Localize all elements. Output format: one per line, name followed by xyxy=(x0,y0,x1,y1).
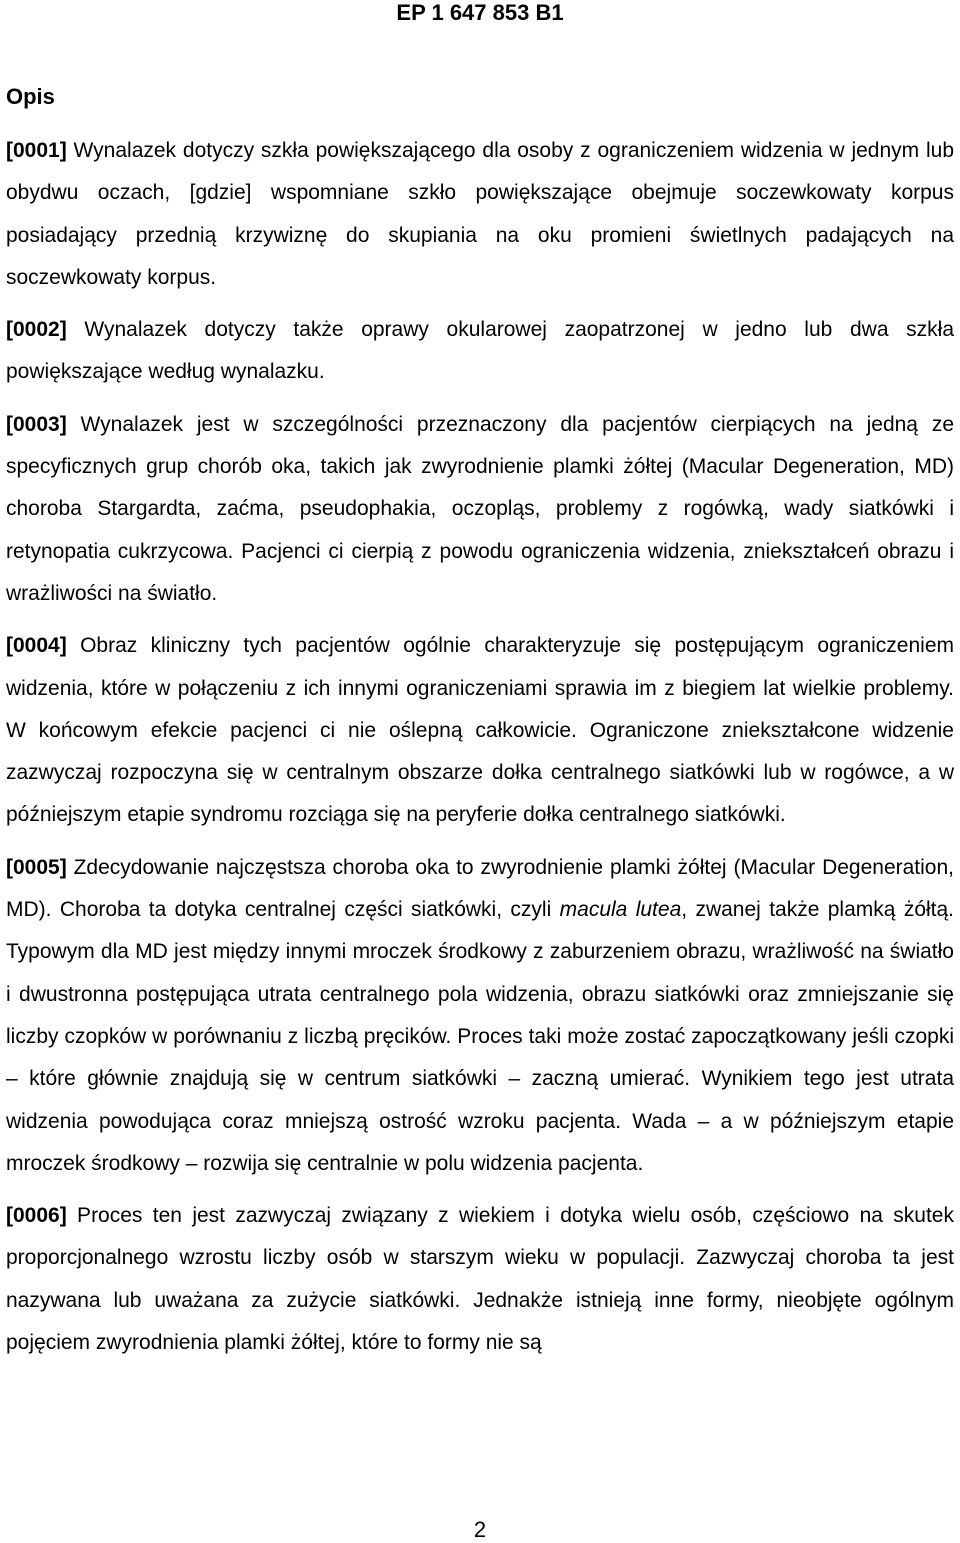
latin-term: macula lutea xyxy=(559,898,682,922)
paragraph-0004 xyxy=(6,625,954,836)
paragraph-text: Wynalazek jest w szczególności przeznaczony dla pacjentów cierpiących na jedną ze specyficznych grup chorób oka, takich jak zwyrodnienie plamki żółtej (Macular Degeneration, MD) choroba Stargardta, zaćma, pseudophakia, oczopląs, problemy z rogówką, wady siatkówki i retynopatia cukrzycowa. Pacjenci ci cierpią z powodu ograniczenia widzenia, zniekształceń obrazu i wrażliwości na światło. xyxy=(6,412,954,605)
paragraph-number: [0003] xyxy=(6,412,67,436)
paragraph-0005 xyxy=(6,847,954,1185)
paragraph-number: [0004] xyxy=(6,634,67,658)
paragraph-0002 xyxy=(6,309,954,394)
paragraph-number: [0002] xyxy=(6,318,67,342)
paragraph-0006 xyxy=(6,1195,954,1364)
paragraph-text: Zdecydowanie najczęstsza choroba oka to zwyrodnienie plamki żółtej (Macular Degeneration, MD). Choroba ta dotyka centralnej części siatkówki, czyli xyxy=(6,855,954,922)
section-title: Opis xyxy=(6,84,55,109)
paragraph-text-continued: , zwanej także plamką żółtą. Typowym dla MD jest między innymi mroczek środkowy z zaburzeniem obrazu, wrażliwość na światło i dwustronna postępująca utrata centralnego pola widzenia, obrazu siatkówki oraz zmniejszanie się liczby czopków w porównaniu z liczbą pręcików. Proces taki może zostać zapoczątkowany jeśli czopki – które głównie znajdują się w centrum siatkówki – zaczną umierać. Wynikiem tego jest utrata widzenia powodująca coraz mniejszą ostrość wzroku pacjenta. Wada – a w późniejszym etapie mroczek środkowy – rozwija się centralnie w polu widzenia pacjenta. xyxy=(6,898,955,1175)
paragraph-0001 xyxy=(6,130,954,299)
paragraph-number: [0001] xyxy=(6,139,67,162)
paragraph-text: Wynalazek dotyczy także oprawy okularowej zaopatrzonej w jedno lub dwa szkła powiększające według wynalazku. xyxy=(6,318,954,384)
paragraph-text: Obraz kliniczny tych pacjentów ogólnie charakteryzuje się postępującym ograniczeniem widzenia, które w połączeniu z ich innymi ograniczeniami sprawia im z biegiem lat wielkie problemy. W końcowym efekcie pacjenci ci nie oślepną całkowicie. Ograniczone zniekształcone widzenie zazwyczaj rozpoczyna się w centralnym obszarze dołka centralnego siatkówki lub w rogówce, a w późniejszym etapie syndromu rozciąga się na peryferie dołka centralnego siatkówki. xyxy=(6,634,954,827)
paragraph-0003 xyxy=(6,404,954,615)
paragraph-number: [0006] xyxy=(6,1204,67,1228)
paragraph-number: [0005] xyxy=(6,855,67,879)
patent-number-header: EP 1 647 853 B1 xyxy=(396,0,564,25)
page-number: 2 xyxy=(473,1517,487,1542)
paragraph-text: Wynalazek dotyczy szkła powiększającego dla osoby z ograniczeniem widzenia w jednym lub obydwu oczach, [gdzie] wspomniane szkło powiększające obejmuje soczewkowaty korpus posiadający przednią krzywiznę do skupiania na oku promieni świetlnych padających na soczewkowaty korpus. xyxy=(6,139,954,289)
description-body xyxy=(6,130,954,1374)
paragraph-text: Proces ten jest zazwyczaj związany z wiekiem i dotyka wielu osób, częściowo na skutek proporcjonalnego wzrostu liczby osób w starszym wieku w populacji. Zazwyczaj choroba ta jest nazywana lub uważana za zużycie siatkówki. Jednakże istnieją inne formy, nieobjęte ogólnym pojęciem zwyrodnienia plamki żółtej, które to formy nie są xyxy=(6,1204,954,1355)
